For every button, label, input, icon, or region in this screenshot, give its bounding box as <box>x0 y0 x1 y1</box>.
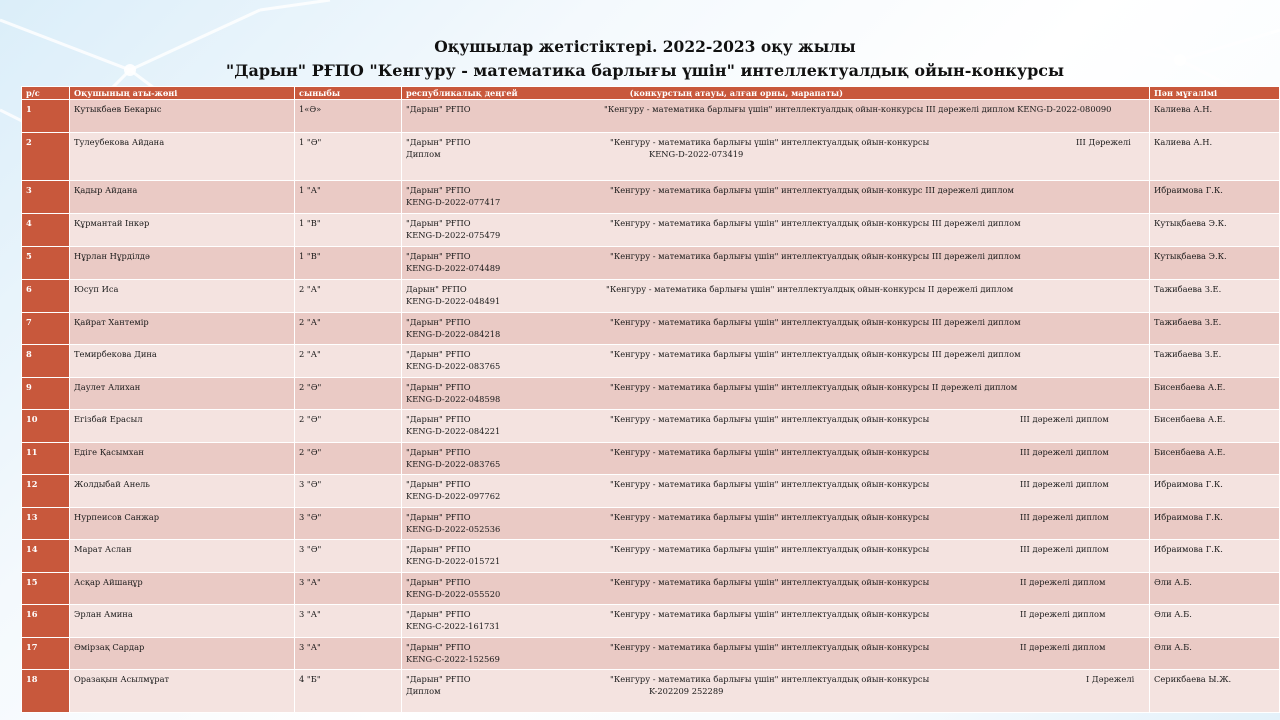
student-name: Тулеубекова Айдана <box>70 133 295 181</box>
diploma-code: KENG-D-2022-055520 <box>406 589 501 599</box>
diploma-code: KENG-C-2022-161731 <box>406 621 500 631</box>
achievement-details <box>402 247 1150 280</box>
teacher-name: Тажибаева З.Е. <box>1150 345 1280 378</box>
diploma-code: Диплом <box>406 686 441 696</box>
row-number: 12 <box>22 475 70 508</box>
teacher-name: Әли А.Б. <box>1150 605 1280 638</box>
diploma-code: KENG-D-2022-084221 <box>406 426 501 436</box>
teacher-name: Ибраимова Г.К. <box>1150 540 1280 573</box>
table-row <box>22 508 1280 540</box>
student-grade: 3 "А" <box>295 573 402 605</box>
teacher-name: Бисенбаева А.Е. <box>1150 378 1280 410</box>
diploma-code: Диплом <box>406 149 441 159</box>
diploma-code: KENG-D-2022-048598 <box>406 394 501 404</box>
teacher-name: Ибраимова Г.К. <box>1150 475 1280 508</box>
award-text: II дәрежелі диплом <box>1020 609 1106 619</box>
student-grade: 3 "Ә" <box>295 508 402 540</box>
award-text: III дәрежелі диплом <box>1020 544 1109 554</box>
table-row <box>22 280 1280 313</box>
table-row <box>22 100 1280 133</box>
contest-text: "Кенгуру - математика барлығы үшін" интеллектуалдық ойын-конкурсы <box>610 137 930 147</box>
student-name: Темирбекова Дина <box>70 345 295 378</box>
org-text: "Дарын" РҒПО <box>406 414 471 424</box>
table-row <box>22 345 1280 378</box>
student-grade: 4 "Б" <box>295 670 402 713</box>
table-row <box>22 475 1280 508</box>
contest-text: "Кенгуру - математика барлығы үшін" интеллектуалдық ойын-конкурсы III дәрежелі диплом <box>610 251 1021 261</box>
row-number: 1 <box>22 100 70 133</box>
contest-text: "Кенгуру - математика барлығы үшін" интеллектуалдық ойын-конкурсы <box>610 479 930 489</box>
award-text: II дәрежелі диплом <box>1020 642 1106 652</box>
award-text: III дәрежелі диплом <box>1020 447 1109 457</box>
teacher-name: Бисенбаева А.Е. <box>1150 410 1280 443</box>
diploma-code: KENG-D-2022-097762 <box>406 491 501 501</box>
row-number: 14 <box>22 540 70 573</box>
table-row <box>22 670 1280 713</box>
table-row <box>22 573 1280 605</box>
table-row <box>22 313 1280 345</box>
table-row <box>22 133 1280 181</box>
student-name: Құрмантай Інкәр <box>70 214 295 247</box>
teacher-name: Бисенбаева А.Е. <box>1150 443 1280 475</box>
achievement-details <box>402 638 1150 670</box>
student-name: Қадыр Айдана <box>70 181 295 214</box>
contest-text: "Кенгуру - математика барлығы үшін" интеллектуалдық ойын-конкурсы <box>610 447 930 457</box>
row-number: 2 <box>22 133 70 181</box>
student-name: Нұрлан Нұрділдә <box>70 247 295 280</box>
diploma-code: KENG-D-2022-074489 <box>406 263 501 273</box>
student-grade: 1 "В" <box>295 247 402 280</box>
diploma-code: KENG-D-2022-083765 <box>406 459 501 469</box>
row-number: 15 <box>22 573 70 605</box>
achievement-details <box>402 508 1150 540</box>
achievement-details <box>402 670 1150 713</box>
column-header-level-note: (конкурстың атауы, алған орны, марапаты) <box>629 88 843 98</box>
student-grade: 2 "Ә" <box>295 443 402 475</box>
student-grade: 1 "А" <box>295 181 402 214</box>
org-text: "Дарын" РҒПО <box>406 317 471 327</box>
diploma-code-secondary: KENG-D-2022-073419 <box>649 149 744 159</box>
diploma-code: KENG-D-2022-083765 <box>406 361 501 371</box>
student-name: Жолдыбай Анель <box>70 475 295 508</box>
student-grade: 1«Ә» <box>295 100 402 133</box>
contest-text: "Кенгуру - математика барлығы үшін" интеллектуалдық ойын-конкурсы <box>610 512 930 522</box>
achievement-details <box>402 475 1150 508</box>
row-number: 17 <box>22 638 70 670</box>
table-row <box>22 247 1280 280</box>
table-header-row <box>22 87 1280 100</box>
table-row <box>22 540 1280 573</box>
row-number: 6 <box>22 280 70 313</box>
student-name: Кутыкбаев Бекарыс <box>70 100 295 133</box>
column-header-level <box>402 87 1150 100</box>
row-number: 7 <box>22 313 70 345</box>
row-number: 9 <box>22 378 70 410</box>
achievements-table <box>21 86 1280 713</box>
achievement-details <box>402 313 1150 345</box>
org-text: "Дарын" РҒПО <box>406 544 471 554</box>
student-name: Даулет Алихан <box>70 378 295 410</box>
teacher-name: Тажибаева З.Е. <box>1150 280 1280 313</box>
contest-text: "Кенгуру - математика барлығы үшін" интеллектуалдық ойын-конкурсы III дәрежелі диплом KENG-D-2022-080090 <box>604 104 1112 114</box>
diploma-code: KENG-C-2022-152569 <box>406 654 500 664</box>
award-text: III Дәрежелі <box>1076 137 1131 147</box>
table-row <box>22 443 1280 475</box>
org-text: "Дарын" РҒПО <box>406 447 471 457</box>
student-name: Әмірзақ Сардар <box>70 638 295 670</box>
org-text: "Дарын" РҒПО <box>406 104 471 114</box>
award-text: III дәрежелі диплом <box>1020 479 1109 489</box>
teacher-name: Ибраимова Г.К. <box>1150 508 1280 540</box>
table-row <box>22 638 1280 670</box>
achievement-details <box>402 605 1150 638</box>
org-text: Дарын" РҒПО <box>406 284 467 294</box>
achievement-details <box>402 100 1150 133</box>
org-text: "Дарын" РҒПО <box>406 609 471 619</box>
org-text: "Дарын" РҒПО <box>406 577 471 587</box>
teacher-name: Ибраимова Г.К. <box>1150 181 1280 214</box>
page-title: Оқушылар жетістіктері. 2022-2023 оқу жылы <box>434 37 856 56</box>
student-name: Едіге Қасымхан <box>70 443 295 475</box>
student-grade: 2 "А" <box>295 280 402 313</box>
achievement-details <box>402 410 1150 443</box>
column-header-teacher: Пән мұғалімі <box>1150 87 1280 100</box>
diploma-code: KENG-D-2022-075479 <box>406 230 501 240</box>
student-grade: 1 "Ә" <box>295 133 402 181</box>
student-name: Егізбай Ерасыл <box>70 410 295 443</box>
teacher-name: Калиева А.Н. <box>1150 100 1280 133</box>
row-number: 8 <box>22 345 70 378</box>
table-row <box>22 378 1280 410</box>
contest-text: "Кенгуру - математика барлығы үшін" интеллектуалдық ойын-конкурсы <box>610 674 930 684</box>
teacher-name: Әли А.Б. <box>1150 638 1280 670</box>
diploma-code: KENG-D-2022-077417 <box>406 197 501 207</box>
row-number: 16 <box>22 605 70 638</box>
column-header-level-label: республикалық деңгей <box>406 88 518 98</box>
student-grade: 3 "Ә" <box>295 475 402 508</box>
teacher-name: Әли А.Б. <box>1150 573 1280 605</box>
row-number: 11 <box>22 443 70 475</box>
student-name: Қайрат Хантемір <box>70 313 295 345</box>
teacher-name: Кутықбаева Э.К. <box>1150 247 1280 280</box>
contest-text: "Кенгуру - математика барлығы үшін" интеллектуалдық ойын-конкурс III дәрежелі диплом <box>610 185 1014 195</box>
student-grade: 2 "Ә" <box>295 378 402 410</box>
org-text: "Дарын" РҒПО <box>406 512 471 522</box>
student-grade: 3 "А" <box>295 638 402 670</box>
table-row <box>22 181 1280 214</box>
achievement-details <box>402 345 1150 378</box>
table-row <box>22 214 1280 247</box>
org-text: "Дарын" РҒПО <box>406 479 471 489</box>
achievement-details <box>402 280 1150 313</box>
table-row <box>22 605 1280 638</box>
contest-text: "Кенгуру - математика барлығы үшін" интеллектуалдық ойын-конкурсы <box>610 577 930 587</box>
contest-text: "Кенгуру - математика барлығы үшін" интеллектуалдық ойын-конкурсы II дәрежелі диплом <box>606 284 1014 294</box>
diploma-code: KENG-D-2022-084218 <box>406 329 501 339</box>
column-header-grade: сыныбы <box>295 87 402 100</box>
achievement-details <box>402 181 1150 214</box>
contest-text: "Кенгуру - математика барлығы үшін" интеллектуалдық ойын-конкурсы <box>610 642 930 652</box>
student-name: Оразақын Асылмұрат <box>70 670 295 713</box>
org-text: "Дарын" РҒПО <box>406 382 471 392</box>
student-grade: 2 "А" <box>295 345 402 378</box>
row-number: 3 <box>22 181 70 214</box>
org-text: "Дарын" РҒПО <box>406 674 471 684</box>
contest-text: "Кенгуру - математика барлығы үшін" интеллектуалдық ойын-конкурсы II дәрежелі диплом <box>610 382 1018 392</box>
contest-text: "Кенгуру - математика барлығы үшін" интеллектуалдық ойын-конкурсы <box>610 544 930 554</box>
org-text: "Дарын" РҒПО <box>406 137 471 147</box>
org-text: "Дарын" РҒПО <box>406 218 471 228</box>
award-text: I Дәрежелі <box>1086 674 1135 684</box>
teacher-name: Серикбаева Ы.Ж. <box>1150 670 1280 713</box>
org-text: "Дарын" РҒПО <box>406 251 471 261</box>
student-grade: 2 "Ә" <box>295 410 402 443</box>
award-text: III дәрежелі диплом <box>1020 512 1109 522</box>
diploma-code-secondary: K-202209 252289 <box>649 686 724 696</box>
teacher-name: Калиева А.Н. <box>1150 133 1280 181</box>
row-number: 5 <box>22 247 70 280</box>
achievement-details <box>402 573 1150 605</box>
student-name: Эрлан Амина <box>70 605 295 638</box>
contest-text: "Кенгуру - математика барлығы үшін" интеллектуалдық ойын-конкурсы III дәрежелі диплом <box>610 218 1021 228</box>
student-grade: 1 "В" <box>295 214 402 247</box>
diploma-code: KENG-D-2022-052536 <box>406 524 501 534</box>
org-text: "Дарын" РҒПО <box>406 185 471 195</box>
achievement-details <box>402 133 1150 181</box>
student-grade: 3 "А" <box>295 605 402 638</box>
contest-text: "Кенгуру - математика барлығы үшін" интеллектуалдық ойын-конкурсы <box>610 414 930 424</box>
contest-text: "Кенгуру - математика барлығы үшін" интеллектуалдық ойын-конкурсы III дәрежелі диплом <box>610 349 1021 359</box>
column-header-name: Оқушының аты-жөні <box>70 87 295 100</box>
contest-text: "Кенгуру - математика барлығы үшін" интеллектуалдық ойын-конкурсы III дәрежелі диплом <box>610 317 1021 327</box>
achievement-details <box>402 214 1150 247</box>
column-header-num: р/с <box>22 87 70 100</box>
org-text: "Дарын" РҒПО <box>406 642 471 652</box>
student-grade: 2 "А" <box>295 313 402 345</box>
teacher-name: Кутықбаева Э.К. <box>1150 214 1280 247</box>
achievement-details <box>402 443 1150 475</box>
org-text: "Дарын" РҒПО <box>406 349 471 359</box>
student-name: Нурпеисов Санжар <box>70 508 295 540</box>
page-subtitle: "Дарын" РҒПО "Кенгуру - математика барлығы үшін" интеллектуалдық ойын-конкурсы <box>225 61 1065 80</box>
row-number: 4 <box>22 214 70 247</box>
award-text: III дәрежелі диплом <box>1020 414 1109 424</box>
row-number: 10 <box>22 410 70 443</box>
student-name: Марат Аслан <box>70 540 295 573</box>
row-number: 13 <box>22 508 70 540</box>
diploma-code: KENG-D-2022-015721 <box>406 556 501 566</box>
achievement-details <box>402 540 1150 573</box>
student-grade: 3 "Ә" <box>295 540 402 573</box>
contest-text: "Кенгуру - математика барлығы үшін" интеллектуалдық ойын-конкурсы <box>610 609 930 619</box>
table-row <box>22 410 1280 443</box>
student-name: Юсуп Иса <box>70 280 295 313</box>
diploma-code: KENG-D-2022-048491 <box>406 296 501 306</box>
teacher-name: Тажибаева З.Е. <box>1150 313 1280 345</box>
student-name: Асқар Айшаңұр <box>70 573 295 605</box>
row-number: 18 <box>22 670 70 713</box>
award-text: II дәрежелі диплом <box>1020 577 1106 587</box>
achievement-details <box>402 378 1150 410</box>
